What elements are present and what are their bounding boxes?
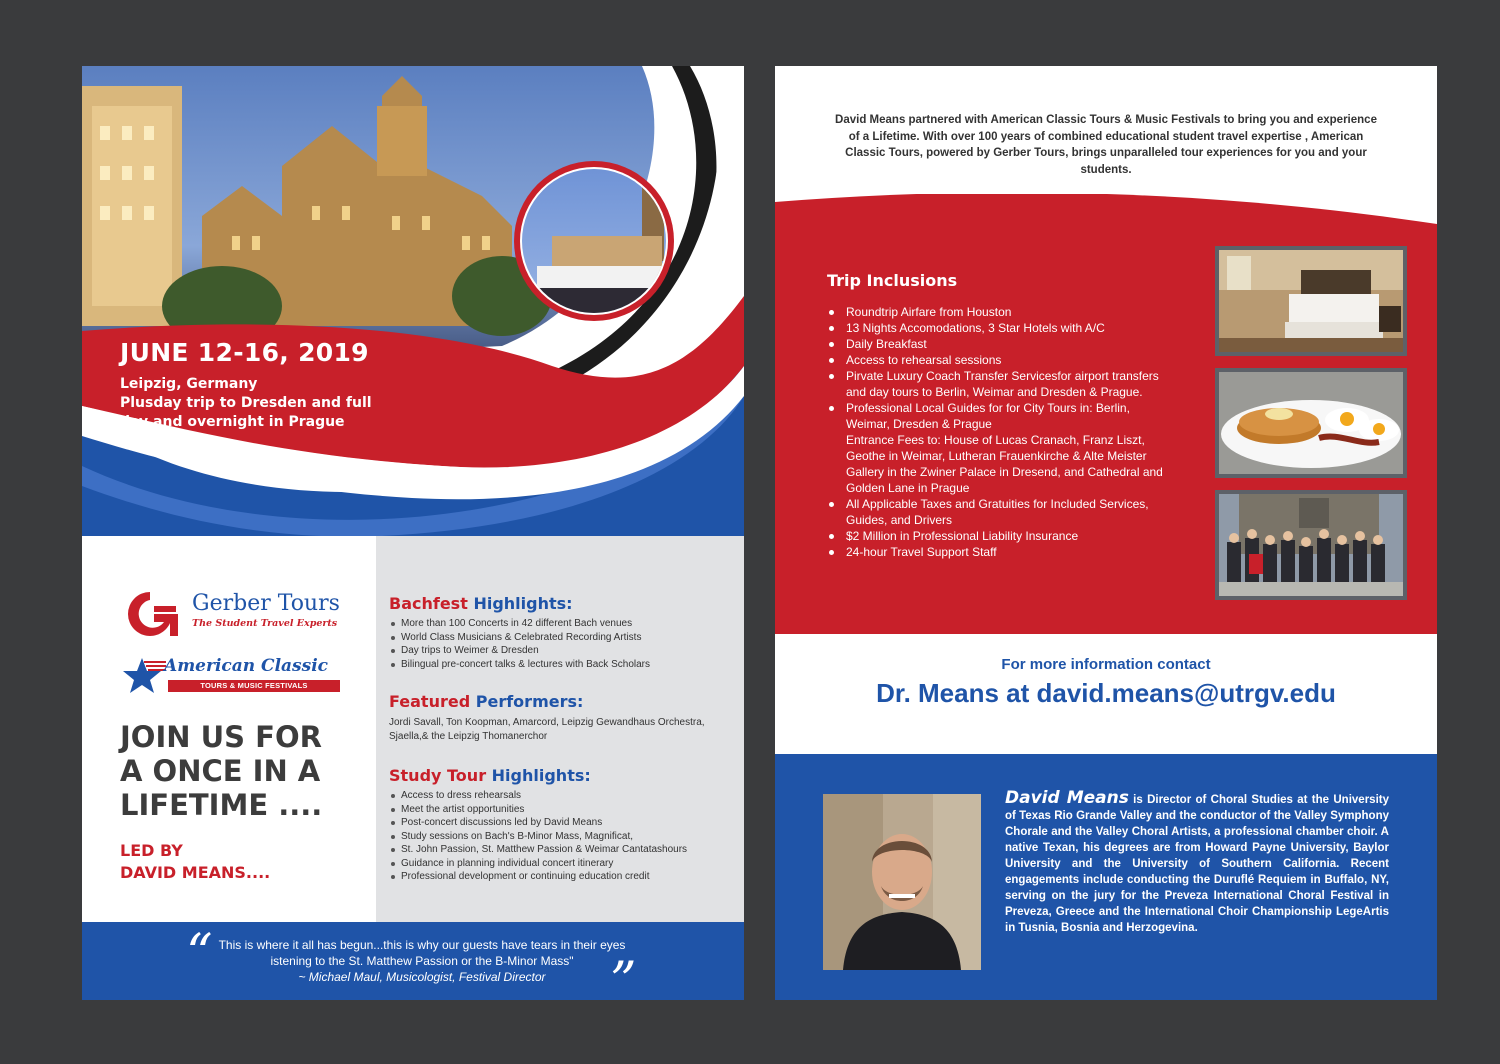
list-item: Meet the artist opportunities [389, 803, 687, 817]
list-item: All Applicable Taxes and Gratuities for Included Services, Guides, and Drivers [827, 496, 1167, 528]
featured-text: Jordi Savall, Ton Koopman, Amarcord, Leipzig Gewandhaus Orchestra, Sjaella,& the Leipzig Thomanerchor [389, 717, 705, 742]
bachfest-list [389, 617, 650, 671]
breakfast-photo [1215, 368, 1407, 478]
bio-text [1005, 790, 1389, 936]
join-line: A ONCE IN A [120, 754, 321, 788]
led-line: LED BY [120, 841, 183, 860]
close-quote-icon: ” [610, 952, 637, 1000]
gerber-tagline: The Student Travel Experts [192, 618, 338, 629]
list-item: Day trips to Weimer & Dresden [389, 644, 650, 658]
hero-text [120, 338, 400, 432]
join-headline [120, 720, 370, 822]
open-quote-icon: “ [186, 924, 213, 984]
list-item: Daily Breakfast [827, 336, 1167, 352]
featured-title-blue: Performers: [475, 692, 584, 711]
star-icon [120, 654, 166, 694]
portrait-photo [823, 794, 981, 970]
list-item: Professional Local Guides for for City Tours in: Berlin, Weimar, Dresden & Prague [827, 400, 1167, 432]
list-item: Access to rehearsal sessions [827, 352, 1167, 368]
american-classic-tagline: TOURS & MUSIC FESTIVALS [168, 680, 340, 692]
left-column [82, 536, 376, 922]
join-line: JOIN US FOR [120, 720, 322, 754]
hero-banner [82, 66, 744, 536]
list-item: St. John Passion, St. Matthew Passion & Weimar Cantatashours [389, 843, 687, 857]
gerber-tours-logo [120, 588, 360, 640]
list-item: Roundtrip Airfare from Houston [827, 304, 1167, 320]
list-item: More than 100 Concerts in 42 different Bach venues [389, 617, 650, 631]
led-line: DAVID MEANS.... [120, 863, 271, 882]
location-line: Plusday trip to Dresden and full [120, 395, 372, 411]
back-page [775, 66, 1437, 1000]
american-classic-name: American Classic [164, 656, 329, 676]
led-by [120, 840, 270, 884]
bio-bar [775, 754, 1437, 1000]
list-item: World Class Musicians & Celebrated Recording Artists [389, 631, 650, 645]
gerber-g-icon [120, 588, 182, 640]
list-item: $2 Million in Professional Liability Insurance [827, 528, 1167, 544]
front-page [82, 66, 744, 1000]
featured-title [389, 692, 719, 711]
hotel-room-photo [1215, 246, 1407, 356]
bachfest-title-red: Bachfest [389, 594, 468, 613]
list-item: Post-concert discussions led by David Means [389, 816, 687, 830]
right-column [376, 536, 744, 922]
list-item: Study sessions on Bach's B-Minor Mass, Magnificat, [389, 830, 687, 844]
contact-email: Dr. Means at david.means@utrgv.edu [876, 678, 1336, 708]
list-item: 13 Nights Accomodations, 3 Star Hotels with A/C [827, 320, 1167, 336]
bio-body: is Director of Choral Studies at the University of Texas Rio Grande Valley and the conductor of the Valley Symphony Chorale and the Valley Choral Artists, a professional chamber choir. A native Texan, his degrees are from Howard Payne University, Baylor University and the University of Southern California. Recent engagements include conducting the Duruflé Requiem in Buffalo, NY, serving on the jury for the Preveza International Choral Festival in Preveza, Greece and the International Choir Championship LegeArtis in Tusnia, Bosnia and Herzogevina. [1005, 794, 1389, 934]
trip-inclusions-title: Trip Inclusions [827, 271, 958, 290]
study-section [389, 766, 687, 884]
bachfest-title [389, 594, 650, 613]
group-photo [1215, 490, 1407, 600]
quote [202, 937, 642, 985]
intro-text: David Means partnered with American Classic Tours & Music Festivals to bring you and experience of a Lifetime. With over 100 years of combined educational student travel expertise , American Classic Tours, powered by Gerber Tours, brings unparalleled tour experiences for you and your students. [835, 114, 1377, 176]
study-title-red: Study Tour [389, 766, 487, 785]
event-date: JUNE 12-16, 2019 [120, 338, 369, 367]
list-item: Access to dress rehearsals [389, 789, 687, 803]
join-line: LIFETIME .... [120, 788, 323, 822]
list-item: Guidance in planning individual concert itinerary [389, 857, 687, 871]
bachfest-section [389, 594, 650, 671]
quote-attribution: ~ Michael Maul, Musicologist, Festival Director [298, 970, 546, 984]
list-item: Bilingual pre-concert talks & lectures with Back Scholars [389, 658, 650, 672]
list-item: 24-hour Travel Support Staff [827, 544, 1167, 560]
american-classic-logo [120, 654, 360, 700]
featured-section [389, 692, 719, 743]
location-line: day and overnight in Prague [120, 414, 345, 430]
contact-heading: For more information contact [1001, 656, 1211, 673]
trip-inclusions-list [827, 304, 1167, 560]
list-item: Entrance Fees to: House of Lucas Cranach, Franz Liszt, Geothe in Weimar, Lutheran Frauenkirche & Alte Meister Gallery in the Zwiner Palace in Dresend, and Cathedral and Golden Lane in Prague [846, 433, 1163, 495]
location-line: Leipzig, Germany [120, 376, 258, 392]
study-title [389, 766, 687, 785]
study-title-blue: Highlights: [491, 766, 591, 785]
list-item: Professional development or continuing education credit [389, 870, 687, 884]
quote-text: This is where it all has begun...this is why our guests have tears in their eyes istening to the St. Matthew Passion or the B-Minor Mass" [218, 938, 626, 968]
bachfest-title-blue: Highlights: [473, 594, 573, 613]
featured-title-red: Featured [389, 692, 471, 711]
list-item: Pirvate Luxury Coach Transfer Servicesfor airport transfers and day tours to Berlin, Weimar and Dresden & Prague. [827, 368, 1167, 400]
bio-name: David Means [1005, 788, 1129, 808]
event-location [120, 375, 400, 432]
study-list [389, 789, 687, 884]
quote-bar [82, 922, 744, 1000]
gerber-name: Gerber Tours [192, 591, 340, 616]
